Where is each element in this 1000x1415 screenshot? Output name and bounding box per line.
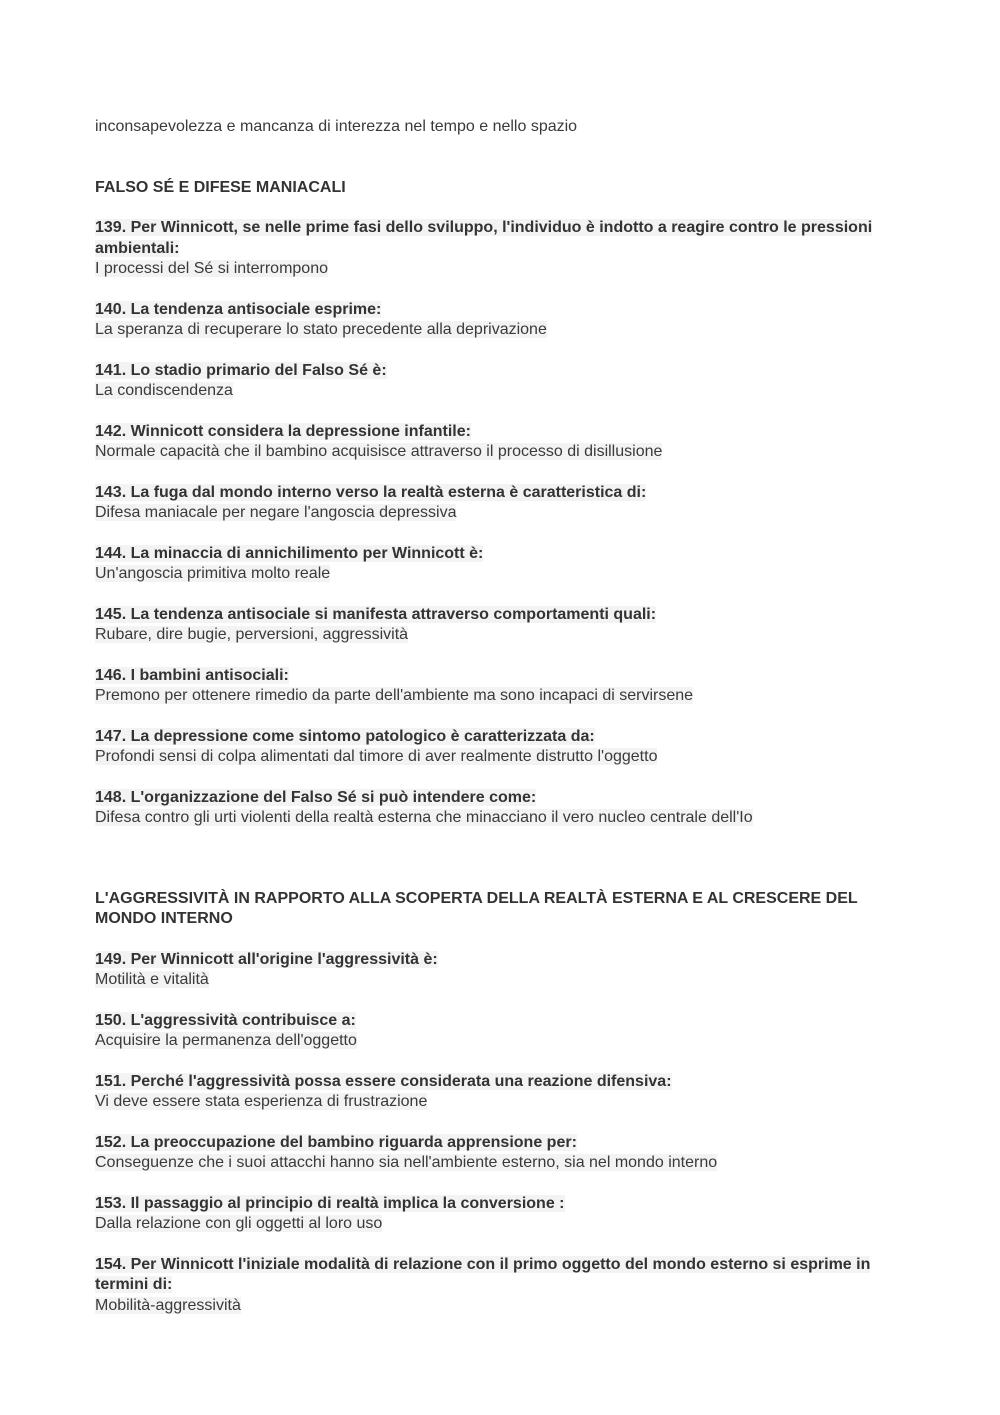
question-label: 143. La fuga dal mondo interno verso la realtà esterna è caratteristica di: [95, 483, 647, 501]
question-label: 148. L'organizzazione del Falso Sé si può intendere come: [95, 788, 537, 806]
answer-label: Difesa contro gli urti violenti della realtà esterna che minacciano il vero nucleo centrale dell'Io [95, 809, 753, 826]
qa-item [95, 1194, 915, 1235]
qa-item [95, 1255, 915, 1317]
question-text [95, 422, 915, 443]
qa-item [95, 727, 915, 768]
answer-text [95, 808, 915, 829]
answer-text [95, 1214, 915, 1235]
question-label: 146. I bambini antisociali: [95, 666, 289, 684]
answer-text [95, 625, 915, 646]
question-text [95, 666, 915, 687]
qa-item [95, 950, 915, 991]
question-label: 139. Per Winnicott, se nelle prime fasi dello sviluppo, l'individuo è indotto a reagire contro le pressioni ambientali: [95, 219, 873, 257]
answer-text [95, 320, 915, 341]
question-text [95, 727, 915, 748]
question-text [95, 605, 915, 626]
section-title: L'AGGRESSIVITÀ IN RAPPORTO ALLA SCOPERTA DELLA REALTÀ ESTERNA E AL CRESCERE DEL MONDO INTERNO [95, 889, 858, 927]
question-label: 154. Per Winnicott l'iniziale modalità di relazione con il primo oggetto del mondo esterno si esprime in termini di: [95, 1255, 871, 1293]
qa-item [95, 422, 915, 463]
answer-text [95, 503, 915, 524]
answer-label: Normale capacità che il bambino acquisisce attraverso il processo di disillusione [95, 443, 663, 460]
qa-item [95, 1072, 915, 1113]
qa-item [95, 361, 915, 402]
question-label: 147. La depressione come sintomo patologico è caratterizzata da: [95, 727, 595, 745]
question-label: 151. Perché l'aggressività possa essere considerata una reazione difensiva: [95, 1072, 672, 1090]
question-label: 152. La preoccupazione del bambino riguarda apprensione per: [95, 1133, 577, 1151]
answer-label: Profondi sensi di colpa alimentati dal timore di aver realmente distrutto l'oggetto [95, 748, 658, 765]
answer-text [95, 259, 915, 280]
question-label: 144. La minaccia di annichilimento per Winnicott è: [95, 544, 484, 562]
answer-text [95, 970, 915, 991]
answer-text [95, 1031, 915, 1052]
question-text [95, 1255, 915, 1296]
qa-item [95, 218, 915, 280]
answer-text [95, 381, 915, 402]
question-text [95, 218, 915, 259]
answer-label: Difesa maniacale per negare l'angoscia depressiva [95, 504, 457, 521]
question-label: 142. Winnicott considera la depressione infantile: [95, 422, 471, 440]
question-text [95, 544, 915, 565]
answer-text [95, 1092, 915, 1113]
question-text [95, 1194, 915, 1215]
question-text [95, 300, 915, 321]
question-text [95, 1072, 915, 1093]
answer-label: Vi deve essere stata esperienza di frustrazione [95, 1093, 428, 1110]
answer-label: Premono per ottenere rimedio da parte dell'ambiente ma sono incapaci di servirsene [95, 687, 694, 704]
question-text [95, 950, 915, 971]
question-label: 145. La tendenza antisociale si manifesta attraverso comportamenti quali: [95, 605, 657, 623]
answer-label: Conseguenze che i suoi attacchi hanno sia nell'ambiente esterno, sia nel mondo interno [95, 1154, 718, 1171]
intro-text: inconsapevolezza e mancanza di interezza nel tempo e nello spazio [95, 118, 578, 135]
question-text [95, 361, 915, 382]
question-label: 141. Lo stadio primario del Falso Sé è: [95, 361, 387, 379]
answer-label: I processi del Sé si interrompono [95, 260, 328, 277]
answer-label: Mobilità-aggressività [95, 1296, 241, 1314]
qa-item [95, 605, 915, 646]
question-label: 140. La tendenza antisociale esprime: [95, 300, 382, 318]
answer-text [95, 564, 915, 585]
question-label: 149. Per Winnicott all'origine l'aggressività è: [95, 950, 438, 968]
question-label: 153. Il passaggio al principio di realtà implica la conversione : [95, 1194, 565, 1212]
qa-item [95, 483, 915, 524]
section-falso-se [95, 178, 915, 829]
answer-text [95, 686, 915, 707]
answer-text [95, 1296, 915, 1317]
section-title: FALSO SÉ E DIFESE MANIACALI [95, 178, 346, 196]
answer-text [95, 747, 915, 768]
qa-item [95, 1133, 915, 1174]
section-spacer [95, 849, 915, 889]
answer-label: La speranza di recuperare lo stato precedente alla deprivazione [95, 321, 547, 338]
answer-label: Rubare, dire bugie, perversioni, aggressività [95, 626, 409, 643]
section-aggressivita [95, 889, 915, 1317]
question-text [95, 483, 915, 504]
qa-item [95, 666, 915, 707]
answer-label: Motilità e vitalità [95, 971, 209, 988]
document-page [95, 117, 915, 1336]
qa-item [95, 300, 915, 341]
answer-label: Dalla relazione con gli oggetti al loro uso [95, 1215, 383, 1232]
qa-item [95, 544, 915, 585]
question-text [95, 788, 915, 809]
question-text [95, 1133, 915, 1154]
qa-item [95, 1011, 915, 1052]
answer-label: La condiscendenza [95, 382, 233, 399]
answer-text [95, 442, 915, 463]
qa-item [95, 788, 915, 829]
question-label: 150. L'aggressività contribuisce a: [95, 1011, 356, 1029]
question-text [95, 1011, 915, 1032]
answer-text [95, 1153, 915, 1174]
answer-label: Acquisire la permanenza dell'oggetto [95, 1032, 357, 1049]
answer-label: Un'angoscia primitiva molto reale [95, 565, 331, 582]
